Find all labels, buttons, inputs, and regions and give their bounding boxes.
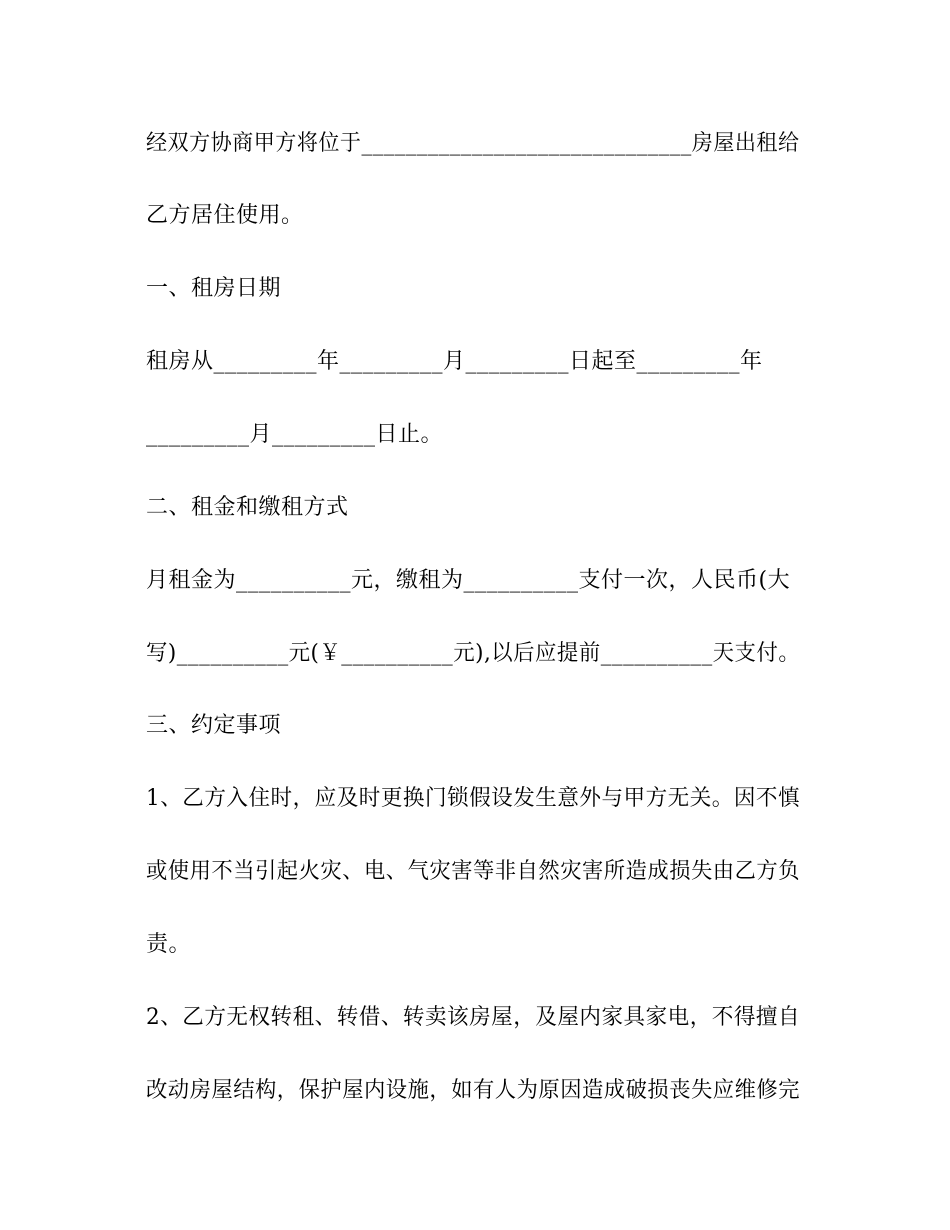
paragraph-line-11: 或使用不当引起火灾、电、气灾害等非自然灾害所造成损失由乙方负 xyxy=(146,859,801,884)
paragraph-line-8: 写)__________元(￥__________元),以后应提前__________天支付。 xyxy=(146,641,801,666)
paragraph-line-1: 经双方协商甲方将位于______________________________房屋出租给 xyxy=(146,131,800,156)
paragraph-line-10: 1、乙方入住时，应及时更换门锁假设发生意外与甲方无关。因不慎 xyxy=(146,786,800,811)
paragraph-line-2: 乙方居住使用。 xyxy=(146,203,304,228)
section-heading-rent-payment: 二、租金和缴租方式 xyxy=(146,495,349,520)
paragraph-line-12: 责。 xyxy=(146,932,192,957)
paragraph-line-5: _________月_________日止。 xyxy=(146,422,444,447)
paragraph-line-14: 改动房屋结构，保护屋内设施，如有人为原因造成破损丧失应维修完 xyxy=(146,1078,801,1103)
paragraph-line-4: 租房从_________年_________月_________日起至_________年 xyxy=(146,349,763,374)
section-heading-rental-dates: 一、租房日期 xyxy=(146,276,282,301)
paragraph-line-13: 2、乙方无权转租、转借、转卖该房屋，及屋内家具家电，不得擅自 xyxy=(146,1005,800,1030)
section-heading-agreed-matters: 三、约定事项 xyxy=(146,713,282,738)
paragraph-line-7: 月租金为__________元，缴租为__________支付一次，人民币(大 xyxy=(146,568,791,593)
